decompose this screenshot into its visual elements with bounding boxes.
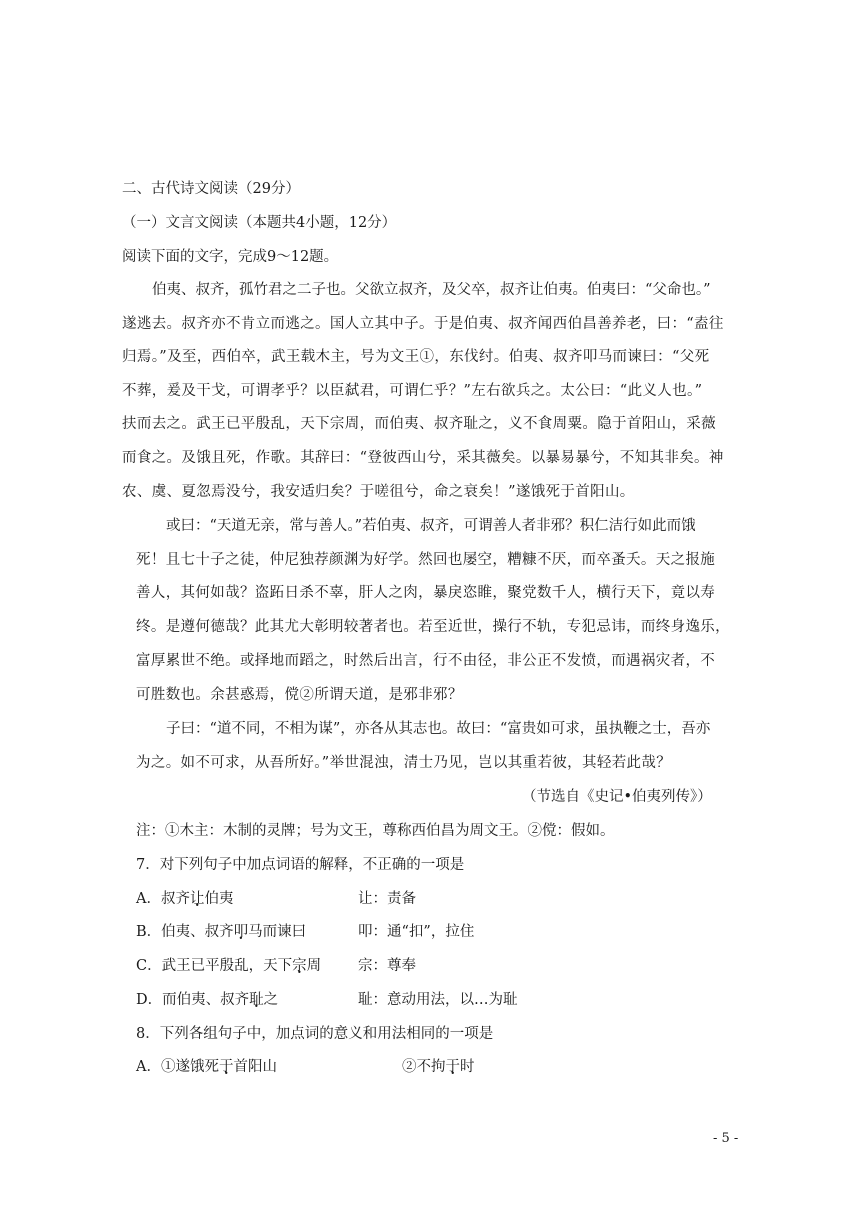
instruction: 阅读下面的文字，完成9～12题。 xyxy=(122,249,339,265)
passage-note: 注：①木主：木制的灵牌；号为文王，尊称西伯昌为周文王。②傥：假如。 xyxy=(136,823,615,839)
passage-p1-line: 而食之。及饿且死，作歌。其辞曰：“登彼西山兮，采其薇矣。以暴易暴兮，不知其非矣。神 xyxy=(122,450,724,466)
passage-p2-line: 死！且七十子之徒，仲尼独荐颜渊为好学。然回也屡空，糟糠不厌，而卒蚤夭。天之报施 xyxy=(136,552,716,568)
dotted-word: 宗 xyxy=(292,958,307,974)
passage-p1-line: 农、虞、夏忽焉没兮，我安适归矣？于嗟徂兮，命之衰矣！”遂饿死于首阳山。 xyxy=(122,484,635,500)
q7-option-a: A．叔齐让伯夷 xyxy=(136,891,234,907)
q7-option-c: C．武王已平殷乱，天下宗周 xyxy=(136,958,322,974)
dotted-word: 于 xyxy=(218,1059,234,1075)
passage-p2-line: 善人，其何如哉？盗跖日杀不辜，肝人之肉，暴戾恣睢，聚党数千人，横行天下，竟以寿 xyxy=(136,585,716,601)
q7-option-d-gloss: 耻：意动用法，以…为耻 xyxy=(358,992,518,1008)
q8-option-a-s1: A．①遂饿死于首阳山 xyxy=(136,1059,277,1075)
passage-p1-line: 遂逃去。叔齐亦不肯立而逃之。国人立其中子。于是伯夷、叔齐闻西伯昌善养老，曰：“盍往 xyxy=(122,316,724,332)
passage-source: （节选自《史记•伯夷列传》） xyxy=(522,789,712,805)
passage-p2-line: 终。是遵何德哉？此其尤大彰明较著者也。若至近世，操行不轨，专犯忌讳，而终身逸乐， xyxy=(136,619,730,635)
q7-option-d: D．而伯夷、叔齐耻之 xyxy=(136,992,279,1008)
question-7-stem: 7．对下列句子中加点词语的解释，不正确的一项是 xyxy=(136,857,465,873)
dotted-word: 于 xyxy=(445,1059,460,1075)
subsection-title: （一）文言文阅读（本题共4小题，12分） xyxy=(122,215,397,231)
passage-p1-line: 伯夷、叔齐，孤竹君之二子也。父欲立叔齐，及父卒，叔齐让伯夷。伯夷曰：“父命也。” xyxy=(152,282,711,298)
q7-option-a-gloss: 让：责备 xyxy=(358,891,416,907)
q7-option-b: B．伯夷、叔齐叩马而谏曰 xyxy=(136,924,307,940)
passage-p3-line: 子曰：“道不同，不相为谋”，亦各从其志也。故曰：“富贵如可求，虽执鞭之士，吾亦 xyxy=(166,721,711,737)
passage-p1-line: 归焉。”及至，西伯卒，武王载木主，号为文王①，东伐纣。伯夷、叔齐叩马而谏曰：“父死 xyxy=(122,349,710,365)
q7-option-b-gloss: 叩：通“扣”，拉住 xyxy=(358,924,475,940)
passage-p1-line: 扶而去之。武王已平殷乱，天下宗周，而伯夷、叔齐耻之，义不食周粟。隐于首阳山，采薇 xyxy=(122,416,716,432)
dotted-word: 耻 xyxy=(249,992,264,1008)
passage-p3-line: 为之。如不可求，从吾所好。”举世混浊，清士乃见，岂以其重若彼，其轻若此哉？ xyxy=(136,755,672,771)
section-title: 二、古代诗文阅读（29分） xyxy=(122,181,300,197)
question-8-stem: 8．下列各组句子中，加点词的意义和用法相同的一项是 xyxy=(136,1026,494,1042)
q7-option-c-gloss: 宗：尊奉 xyxy=(358,958,416,974)
page-number: - 5 - xyxy=(713,1131,739,1146)
passage-p1-line: 不葬，爰及干戈，可谓孝乎？以臣弑君，可谓仁乎？”左右欲兵之。太公曰：“此义人也。” xyxy=(122,383,703,399)
passage-p2-line: 可胜数也。余甚惑焉，傥②所谓天道，是邪非邪？ xyxy=(136,687,463,703)
q8-option-a-s2: ②不拘于时 xyxy=(402,1059,475,1075)
dotted-word: 叩 xyxy=(233,924,249,940)
dotted-word: 让 xyxy=(189,891,205,907)
passage-p2-line: 富厚累世不绝。或择地而蹈之，时然后出言，行不由径，非公正不发愤，而遇祸灾者，不 xyxy=(136,653,716,669)
passage-p2-line: 或曰：“天道无亲，常与善人。”若伯夷、叔齐，可谓善人者非邪？积仁洁行如此而饿 xyxy=(166,518,696,534)
